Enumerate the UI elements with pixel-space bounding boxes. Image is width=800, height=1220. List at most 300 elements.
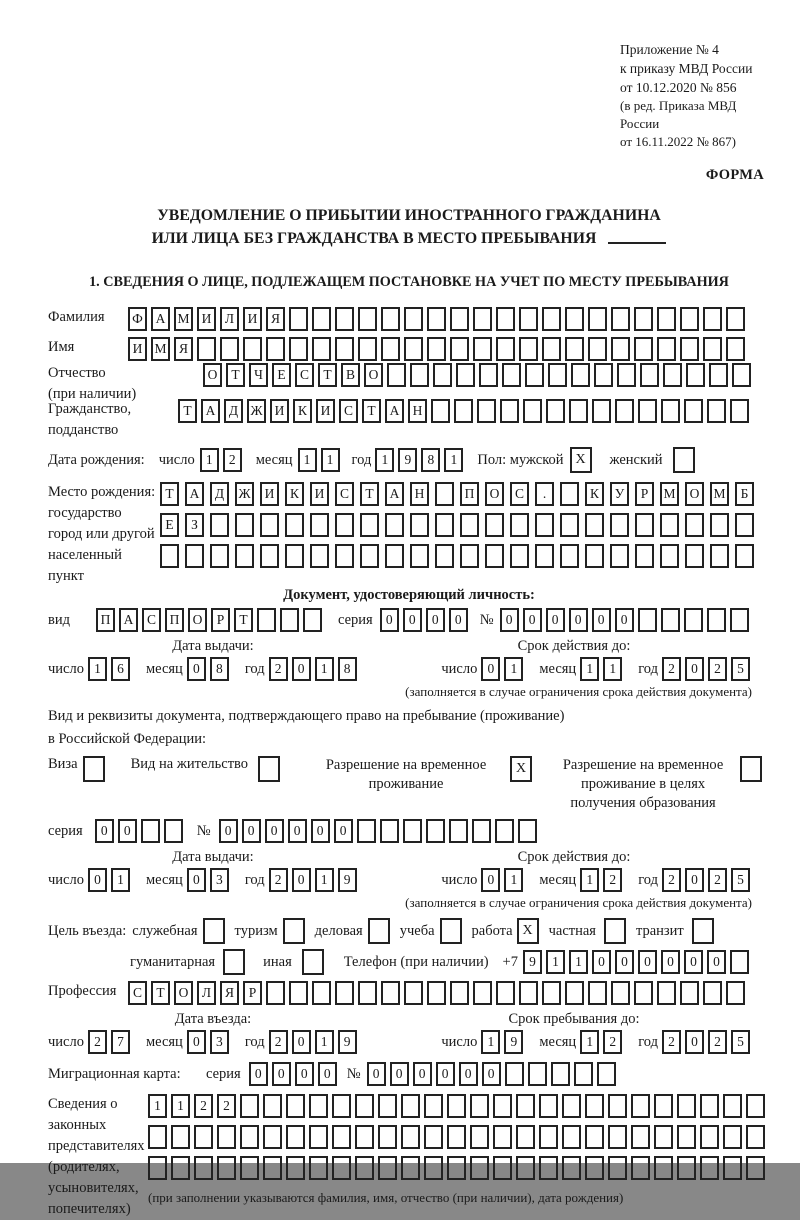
form-cell[interactable]: 1 (315, 657, 334, 681)
form-cell[interactable]: 0 (523, 608, 542, 632)
form-cell[interactable] (171, 1125, 190, 1149)
form-cell[interactable]: 9 (523, 950, 542, 974)
form-cell[interactable] (560, 513, 579, 537)
form-cell[interactable] (194, 1125, 213, 1149)
form-cell[interactable]: Т (178, 399, 197, 423)
form-cell[interactable]: 0 (481, 868, 500, 892)
form-cell[interactable]: А (185, 482, 204, 506)
form-cell[interactable]: 1 (580, 1030, 599, 1054)
form-cell[interactable] (148, 1156, 167, 1180)
form-cell[interactable] (703, 981, 722, 1005)
form-cell[interactable]: П (165, 608, 184, 632)
form-cell[interactable] (335, 544, 354, 568)
form-cell[interactable]: Ф (128, 307, 147, 331)
form-cell[interactable]: Н (410, 482, 429, 506)
form-cell[interactable] (185, 544, 204, 568)
form-cell[interactable] (302, 949, 324, 975)
form-cell[interactable] (746, 1125, 765, 1149)
form-cell[interactable]: 0 (569, 608, 588, 632)
form-cell[interactable]: Б (735, 482, 754, 506)
form-cell[interactable] (562, 1156, 581, 1180)
form-cell[interactable]: 0 (436, 1062, 455, 1086)
form-cell[interactable] (266, 981, 285, 1005)
form-cell[interactable]: 0 (546, 608, 565, 632)
form-cell[interactable]: 0 (380, 608, 399, 632)
form-cell[interactable]: Т (360, 482, 379, 506)
form-cell[interactable]: 0 (592, 950, 611, 974)
form-cell[interactable] (450, 307, 469, 331)
form-cell[interactable] (546, 399, 565, 423)
form-cell[interactable]: К (285, 482, 304, 506)
form-cell[interactable] (495, 819, 514, 843)
form-cell[interactable] (660, 513, 679, 537)
form-cell[interactable] (735, 544, 754, 568)
form-cell[interactable] (730, 950, 749, 974)
form-cell[interactable]: 2 (269, 868, 288, 892)
form-cell[interactable] (535, 544, 554, 568)
form-cell[interactable] (680, 307, 699, 331)
form-cell[interactable]: Н (408, 399, 427, 423)
form-cell[interactable] (663, 363, 682, 387)
form-cell[interactable] (447, 1156, 466, 1180)
form-cell[interactable]: 1 (375, 448, 394, 472)
form-cell[interactable] (258, 756, 280, 782)
form-cell[interactable] (380, 819, 399, 843)
form-cell[interactable]: 2 (662, 1030, 681, 1054)
form-cell[interactable] (435, 544, 454, 568)
form-cell[interactable] (404, 981, 423, 1005)
form-cell[interactable]: 7 (111, 1030, 130, 1054)
form-cell[interactable] (404, 337, 423, 361)
form-cell[interactable]: 0 (390, 1062, 409, 1086)
form-cell[interactable]: 0 (187, 868, 206, 892)
form-cell[interactable] (447, 1125, 466, 1149)
form-cell[interactable] (303, 608, 322, 632)
form-cell[interactable]: У (610, 482, 629, 506)
form-cell[interactable]: 0 (187, 657, 206, 681)
form-cell[interactable] (456, 363, 475, 387)
form-cell[interactable] (435, 513, 454, 537)
form-cell[interactable] (283, 918, 305, 944)
form-cell[interactable] (588, 337, 607, 361)
form-cell[interactable] (401, 1125, 420, 1149)
form-cell[interactable] (210, 513, 229, 537)
form-cell[interactable] (680, 981, 699, 1005)
form-cell[interactable] (638, 399, 657, 423)
form-cell[interactable] (631, 1125, 650, 1149)
form-cell[interactable] (661, 608, 680, 632)
form-cell[interactable]: С (335, 482, 354, 506)
form-cell[interactable]: Я (266, 307, 285, 331)
form-cell[interactable] (385, 544, 404, 568)
form-cell[interactable] (203, 918, 225, 944)
form-cell[interactable] (266, 337, 285, 361)
form-cell[interactable] (217, 1156, 236, 1180)
form-cell[interactable] (519, 307, 538, 331)
form-cell[interactable] (735, 513, 754, 537)
form-cell[interactable]: 1 (569, 950, 588, 974)
form-cell[interactable] (654, 1156, 673, 1180)
form-cell[interactable]: 0 (88, 868, 107, 892)
form-cell[interactable] (723, 1094, 742, 1118)
form-cell[interactable]: 1 (546, 950, 565, 974)
form-cell[interactable] (410, 363, 429, 387)
form-cell[interactable] (470, 1125, 489, 1149)
form-cell[interactable] (401, 1094, 420, 1118)
form-cell[interactable] (604, 918, 626, 944)
form-cell[interactable]: 5 (731, 868, 750, 892)
form-cell[interactable] (289, 981, 308, 1005)
form-cell[interactable]: И (310, 482, 329, 506)
form-cell[interactable]: 0 (615, 950, 634, 974)
form-cell[interactable]: X (517, 918, 539, 944)
form-cell[interactable]: 0 (403, 608, 422, 632)
form-cell[interactable] (431, 399, 450, 423)
form-cell[interactable] (634, 981, 653, 1005)
form-cell[interactable] (634, 337, 653, 361)
form-cell[interactable] (263, 1125, 282, 1149)
form-cell[interactable]: 0 (482, 1062, 501, 1086)
form-cell[interactable] (197, 337, 216, 361)
form-cell[interactable]: 1 (504, 868, 523, 892)
form-cell[interactable] (680, 337, 699, 361)
form-cell[interactable]: 0 (367, 1062, 386, 1086)
form-cell[interactable] (585, 544, 604, 568)
form-cell[interactable] (516, 1156, 535, 1180)
form-cell[interactable] (240, 1125, 259, 1149)
form-cell[interactable]: 0 (413, 1062, 432, 1086)
form-cell[interactable] (403, 819, 422, 843)
form-cell[interactable]: О (203, 363, 222, 387)
form-cell[interactable]: 8 (338, 657, 357, 681)
form-cell[interactable] (560, 482, 579, 506)
form-cell[interactable]: 8 (210, 657, 229, 681)
form-cell[interactable] (634, 307, 653, 331)
form-cell[interactable] (450, 981, 469, 1005)
form-cell[interactable] (523, 399, 542, 423)
form-cell[interactable]: 1 (444, 448, 463, 472)
form-cell[interactable] (332, 1094, 351, 1118)
form-cell[interactable] (381, 337, 400, 361)
form-cell[interactable]: Т (234, 608, 253, 632)
form-cell[interactable]: И (316, 399, 335, 423)
form-cell[interactable] (194, 1156, 213, 1180)
form-cell[interactable]: 0 (449, 608, 468, 632)
form-cell[interactable]: М (151, 337, 170, 361)
form-cell[interactable]: С (339, 399, 358, 423)
form-cell[interactable] (355, 1125, 374, 1149)
form-cell[interactable]: 2 (708, 657, 727, 681)
form-cell[interactable]: Е (272, 363, 291, 387)
form-cell[interactable]: 0 (661, 950, 680, 974)
form-cell[interactable] (473, 307, 492, 331)
form-cell[interactable]: М (174, 307, 193, 331)
form-cell[interactable] (542, 307, 561, 331)
form-cell[interactable]: 1 (315, 868, 334, 892)
form-cell[interactable] (472, 819, 491, 843)
form-cell[interactable] (746, 1156, 765, 1180)
form-cell[interactable] (660, 544, 679, 568)
form-cell[interactable]: 1 (315, 1030, 334, 1054)
form-cell[interactable]: 0 (684, 950, 703, 974)
form-cell[interactable] (654, 1125, 673, 1149)
form-cell[interactable] (473, 337, 492, 361)
form-cell[interactable] (460, 544, 479, 568)
form-cell[interactable] (312, 307, 331, 331)
form-cell[interactable] (141, 819, 160, 843)
form-cell[interactable] (703, 307, 722, 331)
form-cell[interactable] (427, 337, 446, 361)
form-cell[interactable]: 0 (249, 1062, 268, 1086)
form-cell[interactable] (516, 1125, 535, 1149)
form-cell[interactable] (703, 337, 722, 361)
form-cell[interactable] (260, 544, 279, 568)
form-cell[interactable] (677, 1094, 696, 1118)
form-cell[interactable] (535, 513, 554, 537)
form-cell[interactable]: 0 (288, 819, 307, 843)
form-cell[interactable] (597, 1062, 616, 1086)
form-cell[interactable]: 1 (88, 657, 107, 681)
form-cell[interactable]: 0 (187, 1030, 206, 1054)
form-cell[interactable] (485, 513, 504, 537)
form-cell[interactable] (286, 1156, 305, 1180)
form-cell[interactable] (732, 363, 751, 387)
form-cell[interactable] (358, 981, 377, 1005)
form-cell[interactable] (571, 363, 590, 387)
form-cell[interactable] (505, 1062, 524, 1086)
form-cell[interactable] (673, 447, 695, 473)
form-cell[interactable] (280, 608, 299, 632)
form-cell[interactable] (310, 513, 329, 537)
form-cell[interactable]: 0 (426, 608, 445, 632)
form-cell[interactable] (707, 608, 726, 632)
form-cell[interactable] (661, 399, 680, 423)
form-cell[interactable]: 2 (269, 1030, 288, 1054)
form-cell[interactable]: 0 (459, 1062, 478, 1086)
form-cell[interactable]: К (585, 482, 604, 506)
form-cell[interactable] (638, 608, 657, 632)
form-cell[interactable] (631, 1156, 650, 1180)
form-cell[interactable]: 2 (603, 868, 622, 892)
form-cell[interactable] (378, 1125, 397, 1149)
form-cell[interactable] (608, 1094, 627, 1118)
form-cell[interactable] (243, 337, 262, 361)
form-cell[interactable] (510, 513, 529, 537)
form-cell[interactable] (335, 337, 354, 361)
form-cell[interactable] (635, 513, 654, 537)
form-cell[interactable]: Л (220, 307, 239, 331)
form-cell[interactable]: Р (211, 608, 230, 632)
form-cell[interactable] (360, 544, 379, 568)
form-cell[interactable] (617, 363, 636, 387)
form-cell[interactable] (454, 399, 473, 423)
form-cell[interactable]: 2 (223, 448, 242, 472)
form-cell[interactable] (263, 1094, 282, 1118)
form-cell[interactable]: О (364, 363, 383, 387)
form-cell[interactable] (539, 1156, 558, 1180)
form-cell[interactable] (285, 513, 304, 537)
form-cell[interactable] (410, 544, 429, 568)
form-cell[interactable]: С (142, 608, 161, 632)
form-cell[interactable]: З (185, 513, 204, 537)
form-cell[interactable]: 1 (603, 657, 622, 681)
form-cell[interactable] (387, 363, 406, 387)
form-cell[interactable]: 6 (111, 657, 130, 681)
form-cell[interactable] (83, 756, 105, 782)
form-cell[interactable]: 1 (481, 1030, 500, 1054)
form-cell[interactable] (730, 399, 749, 423)
form-cell[interactable]: 1 (580, 657, 599, 681)
form-cell[interactable]: С (128, 981, 147, 1005)
form-cell[interactable] (450, 337, 469, 361)
form-cell[interactable]: 0 (292, 1030, 311, 1054)
form-cell[interactable] (355, 1094, 374, 1118)
form-cell[interactable]: 3 (210, 868, 229, 892)
form-cell[interactable] (592, 399, 611, 423)
form-cell[interactable] (220, 337, 239, 361)
form-cell[interactable] (435, 482, 454, 506)
form-cell[interactable]: 2 (217, 1094, 236, 1118)
form-cell[interactable] (516, 1094, 535, 1118)
form-cell[interactable] (424, 1094, 443, 1118)
form-cell[interactable]: Ж (247, 399, 266, 423)
form-cell[interactable]: 0 (685, 868, 704, 892)
form-cell[interactable] (217, 1125, 236, 1149)
form-cell[interactable] (426, 819, 445, 843)
form-cell[interactable]: А (201, 399, 220, 423)
form-cell[interactable]: 1 (148, 1094, 167, 1118)
form-cell[interactable] (631, 1094, 650, 1118)
form-cell[interactable]: 0 (295, 1062, 314, 1086)
form-cell[interactable] (588, 307, 607, 331)
form-cell[interactable] (500, 399, 519, 423)
form-cell[interactable]: 9 (398, 448, 417, 472)
form-cell[interactable]: Р (243, 981, 262, 1005)
form-cell[interactable] (746, 1094, 765, 1118)
form-cell[interactable]: 2 (662, 657, 681, 681)
form-cell[interactable]: 0 (265, 819, 284, 843)
form-cell[interactable]: М (710, 482, 729, 506)
form-cell[interactable]: Е (160, 513, 179, 537)
form-cell[interactable]: О (685, 482, 704, 506)
form-cell[interactable] (684, 608, 703, 632)
form-cell[interactable]: 2 (194, 1094, 213, 1118)
form-cell[interactable]: 0 (334, 819, 353, 843)
form-cell[interactable]: Р (635, 482, 654, 506)
form-cell[interactable] (684, 399, 703, 423)
form-cell[interactable]: Я (220, 981, 239, 1005)
form-cell[interactable] (285, 544, 304, 568)
form-cell[interactable] (404, 307, 423, 331)
form-cell[interactable]: В (341, 363, 360, 387)
form-cell[interactable] (286, 1125, 305, 1149)
form-cell[interactable]: 0 (500, 608, 519, 632)
form-cell[interactable] (700, 1094, 719, 1118)
form-cell[interactable] (378, 1094, 397, 1118)
form-cell[interactable] (677, 1156, 696, 1180)
form-cell[interactable] (310, 544, 329, 568)
form-cell[interactable] (565, 307, 584, 331)
form-cell[interactable] (574, 1062, 593, 1086)
form-cell[interactable]: А (385, 482, 404, 506)
form-cell[interactable]: А (385, 399, 404, 423)
form-cell[interactable] (427, 981, 446, 1005)
form-cell[interactable] (640, 363, 659, 387)
form-cell[interactable] (240, 1156, 259, 1180)
form-cell[interactable]: П (460, 482, 479, 506)
form-cell[interactable]: 1 (171, 1094, 190, 1118)
form-cell[interactable]: К (293, 399, 312, 423)
form-cell[interactable] (685, 513, 704, 537)
form-cell[interactable] (585, 1156, 604, 1180)
form-cell[interactable] (569, 399, 588, 423)
form-cell[interactable]: 0 (707, 950, 726, 974)
form-cell[interactable]: 1 (580, 868, 599, 892)
form-cell[interactable] (368, 918, 390, 944)
form-cell[interactable]: С (295, 363, 314, 387)
form-cell[interactable]: 0 (242, 819, 261, 843)
form-cell[interactable] (263, 1156, 282, 1180)
form-cell[interactable] (496, 981, 515, 1005)
form-cell[interactable] (479, 363, 498, 387)
form-cell[interactable] (309, 1094, 328, 1118)
form-cell[interactable] (726, 981, 745, 1005)
form-cell[interactable]: Ч (249, 363, 268, 387)
form-cell[interactable] (710, 513, 729, 537)
form-cell[interactable] (223, 949, 245, 975)
form-cell[interactable]: 0 (272, 1062, 291, 1086)
form-cell[interactable] (677, 1125, 696, 1149)
form-cell[interactable] (611, 307, 630, 331)
form-cell[interactable] (723, 1125, 742, 1149)
form-cell[interactable]: 2 (662, 868, 681, 892)
form-cell[interactable]: И (270, 399, 289, 423)
form-cell[interactable]: Т (160, 482, 179, 506)
form-cell[interactable] (335, 513, 354, 537)
form-cell[interactable]: Т (151, 981, 170, 1005)
form-cell[interactable]: И (243, 307, 262, 331)
form-cell[interactable] (493, 1094, 512, 1118)
form-cell[interactable] (493, 1125, 512, 1149)
form-cell[interactable] (496, 337, 515, 361)
form-cell[interactable]: О (174, 981, 193, 1005)
form-cell[interactable] (385, 513, 404, 537)
form-cell[interactable] (519, 337, 538, 361)
form-cell[interactable]: 0 (481, 657, 500, 681)
form-cell[interactable] (611, 981, 630, 1005)
form-cell[interactable]: 2 (708, 868, 727, 892)
form-cell[interactable]: 9 (338, 1030, 357, 1054)
form-cell[interactable] (289, 307, 308, 331)
form-cell[interactable]: 0 (592, 608, 611, 632)
form-cell[interactable] (355, 1156, 374, 1180)
form-cell[interactable] (210, 544, 229, 568)
form-cell[interactable] (723, 1156, 742, 1180)
form-cell[interactable] (148, 1125, 167, 1149)
form-cell[interactable] (235, 544, 254, 568)
form-cell[interactable] (562, 1125, 581, 1149)
form-cell[interactable]: X (570, 447, 592, 473)
form-cell[interactable] (528, 1062, 547, 1086)
form-cell[interactable]: 1 (321, 448, 340, 472)
form-cell[interactable] (378, 1156, 397, 1180)
form-cell[interactable]: 1 (298, 448, 317, 472)
form-cell[interactable]: Д (224, 399, 243, 423)
form-cell[interactable] (240, 1094, 259, 1118)
form-cell[interactable] (562, 1094, 581, 1118)
form-cell[interactable]: М (660, 482, 679, 506)
form-cell[interactable]: 0 (685, 657, 704, 681)
